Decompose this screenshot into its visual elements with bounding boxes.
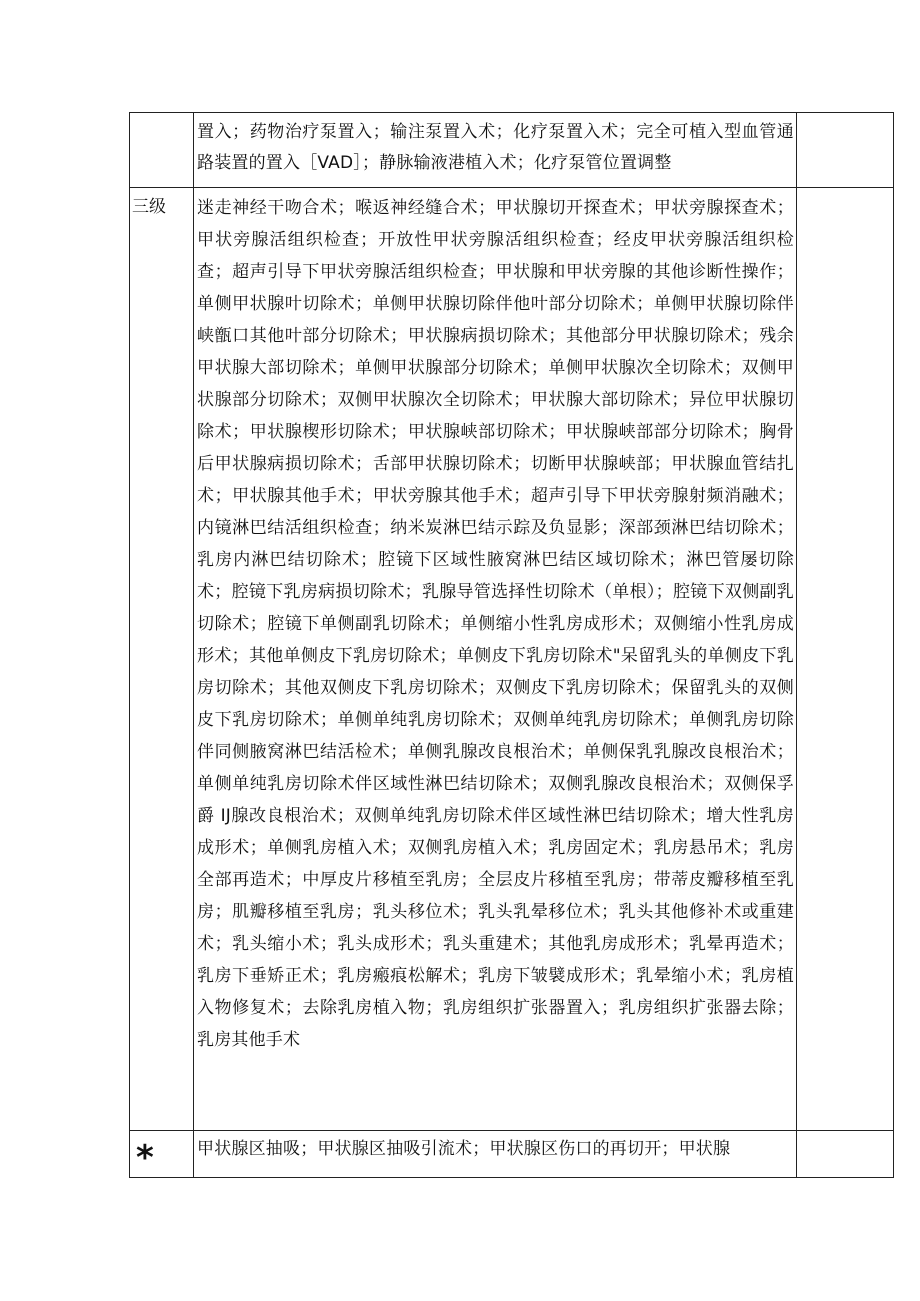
procedure-table <box>129 112 894 1178</box>
content-cell <box>194 188 797 1131</box>
level-cell <box>130 188 194 1131</box>
level-label: 三级 <box>132 197 166 217</box>
procedure-list-text: 甲状腺区抽吸；甲状腺区抽吸引流术；甲状腺区伤口的再切开；甲状腺 <box>197 1139 731 1159</box>
asterisk-mark: * <box>136 1138 154 1178</box>
level-cell <box>130 1131 194 1178</box>
table-row <box>130 1131 894 1178</box>
procedure-list-text: 迷走神经干吻合术；喉返神经缝合术；甲状腺切开探查术；甲状旁腺探查术；甲状旁腺活组织检查；开放性甲状旁腺活组织检查；经皮甲状旁腺活组织检查；超声引导下甲状旁腺活组织检查；甲状腺和甲状旁腺的其他诊断性操作；单侧甲状腺叶切除术；单侧甲状腺切除伴他叶部分切除术；单侧甲状腺切除伴峡甑口其他叶部分切除术；甲状腺病损切除术；其他部分甲状腺切除术；残余甲状腺大部切除术；单侧甲状腺部分切除术；单侧甲状腺次全切除术；双侧甲状腺部分切除术；双侧甲状腺次全切除术；甲状腺大部切除术；异位甲状腺切除术；甲状腺楔形切除术；甲状腺峡部切除术；甲状腺峡部部分切除术；胸骨后甲状腺病损切除术；舌部甲状腺切除术；切断甲状腺峡部；甲状腺血管结扎术；甲状腺其他手术；甲状旁腺其他手术；超声引导下甲状旁腺射频消融术；内镜淋巴结活组织检查；纳米炭淋巴结示踪及负显影；深部颈淋巴结切除术；乳房内淋巴结切除术；腔镜下区域性腋窝淋巴结区域切除术；淋巴管屡切除术；腔镜下乳房病损切除术；乳腺导管选择性切除术（单根）；腔镜下双侧副乳切除术；腔镜下单侧副乳切除术；单侧缩小性乳房成形术；双侧缩小性乳房成形术；其他单侧皮下乳房切除术；单侧皮下乳房切除术"呆留乳头的单侧皮下乳房切除术；其他双侧皮下乳房切除术；双侧皮下乳房切除术；保留乳头的双侧皮下乳房切除术；单侧单纯乳房切除术；双侧单纯乳房切除术；单侧乳房切除伴同侧腋窝淋巴结活检术；单侧乳腺改良根治术；单侧保乳乳腺改良根治术；单侧单纯乳房切除术伴区域性淋巴结切除术；双侧乳腺改良根治术；双侧保孚爵 IJ腺改良根治术；双侧单纯乳房切除术伴区域性淋巴结切除术；增大性乳房成形术；单侧乳房植入术；双侧乳房植入术；乳房固定术；乳房悬吊术；乳房全部再造术；中厚皮片移植至乳房；全层皮片移植至乳房；带蒂皮瓣移植至乳房；肌瓣移植至乳房；乳头移位术；乳头乳晕移位术；乳头其他修补术或重建术；乳头缩小术；乳头成形术；乳头重建术；其他乳房成形术；乳晕再造术；乳房下垂矫正术；乳房瘢痕松解术；乳房下皱襞成形术；乳晕缩小术；乳房植入物修复术；去除乳房植入物；乳房组织扩张器置入；乳房组织扩张器去除；乳房其他手术 <box>197 198 794 1050</box>
table-row <box>130 113 894 188</box>
level-cell <box>130 113 194 188</box>
table-row <box>130 188 894 1131</box>
note-cell <box>797 113 894 188</box>
level-label <box>130 113 193 117</box>
content-cell <box>194 113 797 188</box>
note-cell <box>797 1131 894 1178</box>
note-cell <box>797 188 894 1131</box>
content-cell <box>194 1131 797 1178</box>
procedure-list-text: 置入；药物治疗泵置入；输注泵置入术；化疗泵置入术；完全可植入型血管通路装置的置入［VAD］；静脉输液港植入术；化疗泵管位置调整 <box>197 122 794 173</box>
